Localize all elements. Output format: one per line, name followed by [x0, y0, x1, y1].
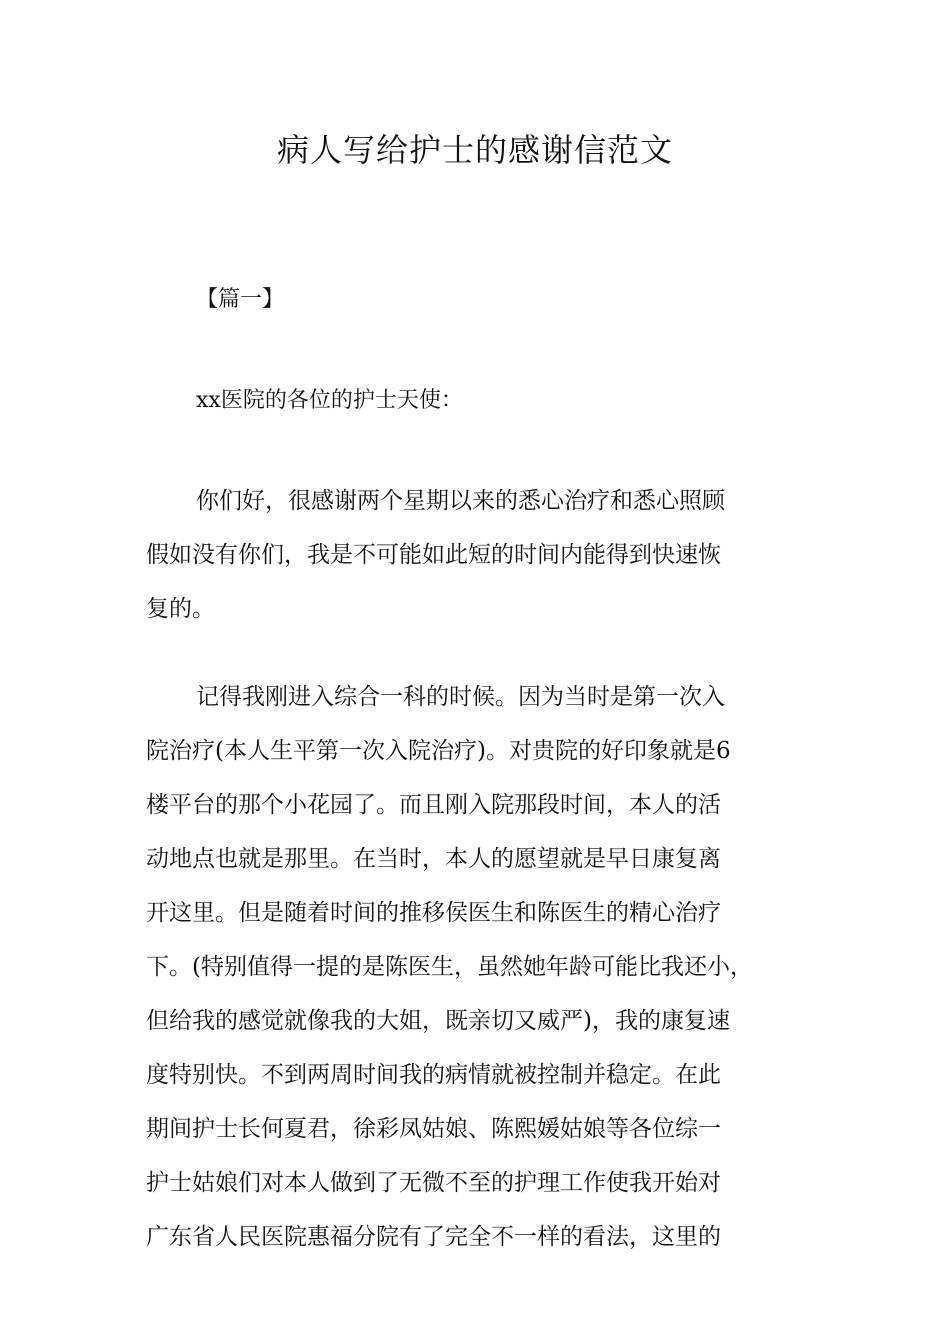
paragraph-2: [146, 670, 826, 1264]
paragraph-line: 广东省人民医院惠福分院有了完全不一样的看法，这里的: [146, 1224, 721, 1250]
paragraph-line: 复的。: [146, 596, 215, 622]
paragraph-line: 度特别快。不到两周时间我的病情就被控制并稳定。在此: [146, 1062, 721, 1088]
salutation: xx医院的各位的护士天使：: [196, 388, 463, 413]
page-title: 病人写给护士的感谢信范文: [276, 131, 673, 169]
paragraph-line: 动地点也就是那里。在当时，本人的愿望就是早日康复离: [146, 846, 721, 872]
paragraph-line: 你们好，很感谢两个星期以来的悉心治疗和悉心照顾: [196, 488, 725, 514]
paragraph-line: 楼平台的那个小花园了。而且刚入院那段时间，本人的活: [146, 792, 721, 818]
paragraph-1: [146, 474, 826, 636]
paragraph-line: 但给我的感觉就像我的大姐，既亲切又威严)，我的康复速: [146, 1008, 730, 1034]
paragraph-line: 护士姑娘们对本人做到了无微不至的护理工作使我开始对: [146, 1170, 721, 1196]
section-label: 【篇一】: [196, 287, 285, 312]
paragraph-line: 假如没有你们，我是不可能如此短的时间内能得到快速恢: [146, 542, 721, 568]
paragraph-line: 开这里。但是随着时间的推移侯医生和陈医生的精心治疗: [146, 900, 721, 926]
paragraph-line: 记得我刚进入综合一科的时候。因为当时是第一次入: [196, 684, 725, 710]
paragraph-line: 院治疗(本人生平第一次入院治疗)。对贵院的好印象就是6: [146, 738, 731, 764]
paragraph-line: 期间护士长何夏君，徐彩凤姑娘、陈熙媛姑娘等各位综一: [146, 1116, 721, 1142]
paragraph-line: 下。(特别值得一提的是陈医生，虽然她年龄可能比我还小，: [146, 954, 753, 980]
